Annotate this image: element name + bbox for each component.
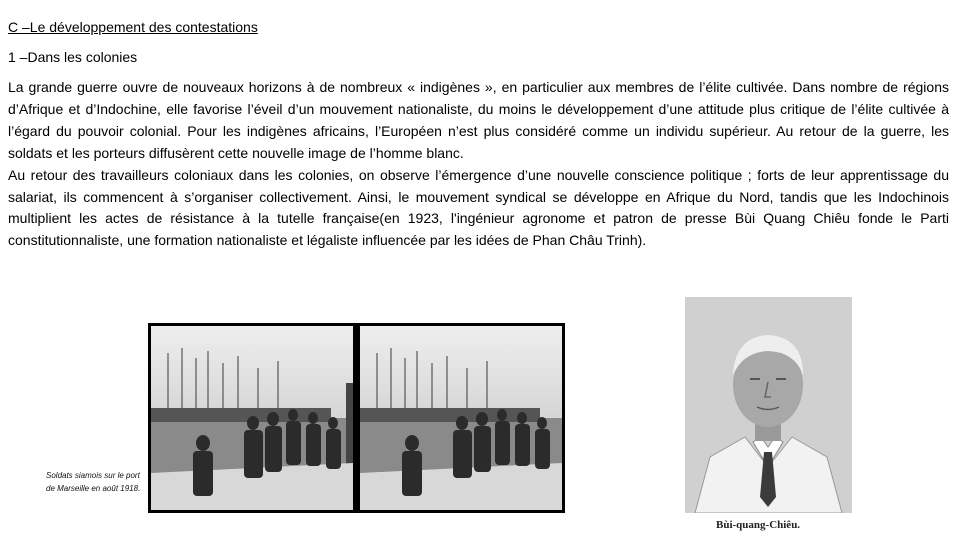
body-text [8,77,949,252]
stereo-frame-right [360,326,562,510]
paragraph-2: Au retour des travailleurs coloniaux dans les colonies, on observe l’émergence d’une nouvelle conscience politique ; forts de leur apprentissage du salariat, ils commencent à s’organiser collectivement. Ainsi, le mouvement syndical se développe en Afrique du Nord, tandis que les Indochinois multiplient les actes de résistance à la tutelle française(en 1923, l'ingénieur agronome et patron de presse Bùi Quang Chiêu fonde le Parti constitutionnaliste, une formation nationaliste et légaliste influencée par les idées de Phan Châu Trinh). [8,166,949,249]
subsection-heading: 1 –Dans les colonies [8,49,138,65]
photo-caption: Soldats siamois sur le port de Marseille en août 1918. [46,471,141,493]
section-heading: C –Le développement des contestations [8,19,258,35]
stereo-frame-left [151,326,353,510]
paragraph-1: La grande guerre ouvre de nouveaux horizons à de nombreux « indigènes », en particulier aux membres de l’élite cultivée. Dans nombre de régions d’Afrique et d’Indochine, elle favorise l’éveil d’un mouvement nationaliste, du moins le développement d’une attitude plus critique de l’élite cultivée à l’égard du pouvoir colonial. Pour les indigènes africains, l’Européen n’est plus considéré comme un individu supérieur. Au retour de la guerre, les soldats et les porteurs diffusèrent cette nouvelle image de l’homme blanc. [8,79,949,161]
portrait-label: Bùi-quang-Chiêu. [716,519,801,531]
portrait-photo [685,297,852,513]
stereo-photo-soldiers [148,323,565,513]
